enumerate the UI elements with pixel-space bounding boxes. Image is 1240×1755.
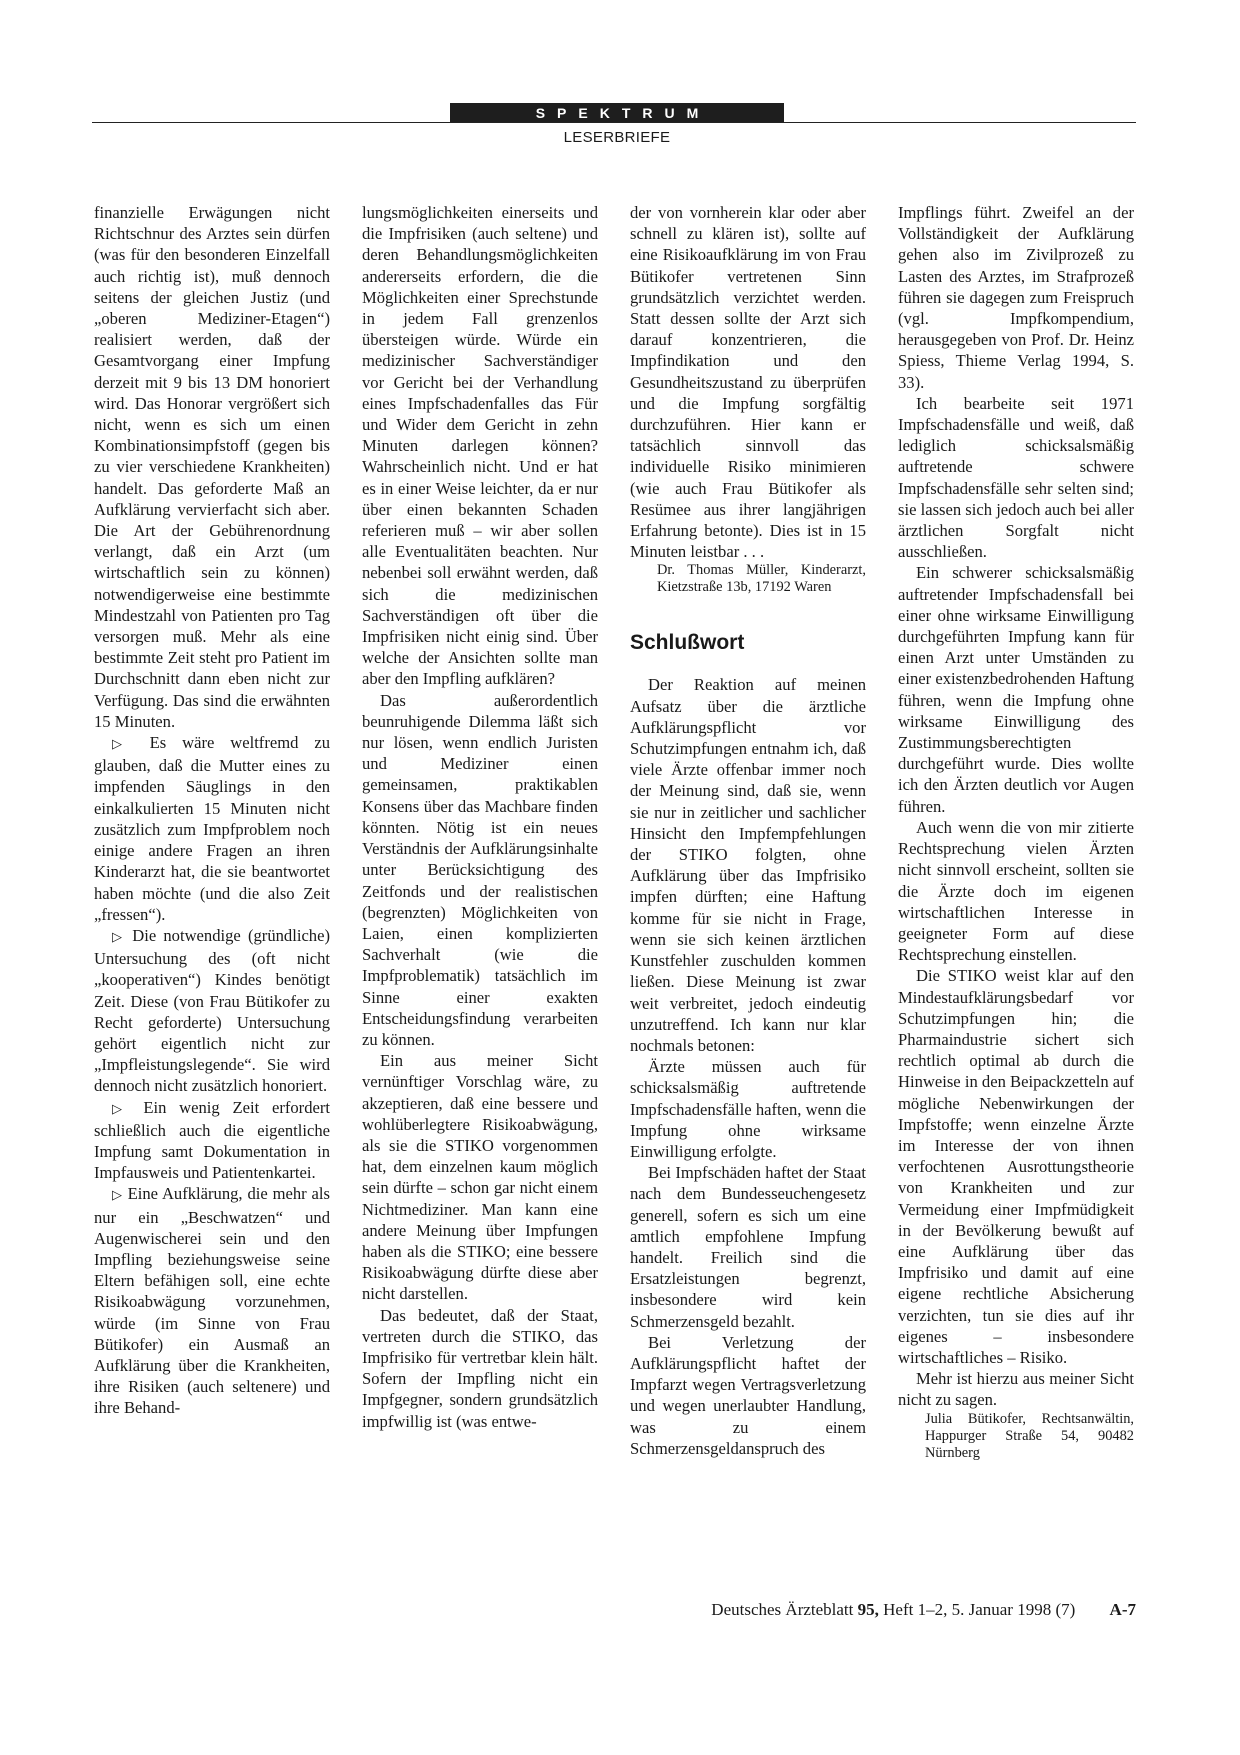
paragraph: Das bedeutet, daß der Staat, vertreten durch die STIKO, das Impfrisiko für vertretbar klein hält. Sofern der Impfling nicht ein Impfgegner, sondern grundsätzlich impfwillig ist (was entwe- (362, 1305, 598, 1431)
paragraph: der von vornherein klar oder aber schnell zu klären ist), sollte auf eine Risikoaufklärung im von Frau Bütikofer vertretenen Sinn grundsätzlich verzichtet werden. Statt dessen sollte der Arzt sich darauf konzentrieren, die Impfindikation und den Gesundheitszustand zu überprüfen und die Impfung sorgfältig durchzuführen. Hier kann er tatsächlich sinnvoll das individuelle Risiko minimieren (wie auch Frau Bütikofer als Resümee aus ihrer langjährigen Erfahrung betonte). Dies ist in 15 Minuten leistbar . . . (630, 203, 866, 562)
paragraph: Impflings führt. Zweifel an der Vollständigkeit der Aufklärung gehen also im Zivilprozeß zu Lasten des Arztes, im Strafprozeß führen sie dagegen zum Freispruch (vgl. Impfkompendium, herausgegeben von Prof. Dr. Heinz Spiess, Thieme Verlag 1994, S. 33). (898, 203, 1134, 392)
text-column-2 (362, 202, 598, 1432)
paragraph: Ärzte müssen auch für schicksalsmäßig auftretende Impfschadensfälle haften, wenn die Impfung ohne wirksame Einwilligung erfolgte. (630, 1057, 866, 1161)
paragraph: Ich bearbeite seit 1971 Impfschadensfälle und weiß, daß lediglich schicksalsmäßig auftretende schwere Impfschadensfälle sehr selten sind; sie lassen sich jedoch auch bei aller ärztlichen Sorgfalt nicht ausschließen. (898, 393, 1134, 562)
bullet-paragraph (94, 925, 330, 1097)
paragraph: Bei Verletzung der Aufklärungspflicht haftet der Impfarzt wegen Vertragsverletzung und wegen unerlaubter Handlung, was zu einem Schmerzensgeldanspruch des (630, 1332, 866, 1458)
paragraph: Der Reaktion auf meinen Aufsatz über die ärztliche Aufklärungspflicht vor Schutzimpfungen entnahm ich, daß viele Ärzte offenbar immer noch der Meinung sind, daß sie, wenn sie nur in zeitlicher und sachlicher Hinsicht den Impfempfehlungen der STIKO folgten, ohne Aufklärung über das Impfrisiko impfen dürften; eine Haftung komme für sie nicht in Frage, wenn sie sich keinen ärztlichen Kunstfehler zuschulden kommen ließen. Diese Meinung ist zwar weit verbreitet, jedoch eindeutig unzutreffend. Ich kann nur klar nochmals betonen: (630, 675, 866, 1055)
paragraph: Ein aus meiner Sicht vernünftiger Vorschlag wäre, zu akzeptieren, daß eine bessere und wohlüberlegtere Risikoabwägung, als sie die STIKO vorgenommen hat, dem einzelnen kaum möglich sein dürfte – schon gar nicht einem Nichtmediziner. Man kann eine andere Meinung über Impfungen haben als die STIKO; eine bessere Risikoabwägung dürfte diese aber nicht darstellen. (362, 1051, 598, 1304)
page-footer (560, 1600, 1136, 1620)
bullet-text: Die notwendige (gründliche) Untersuchung des (oft nicht „kooperativen“) Kindes benötigt Zeit. Diese (von Frau Bütikofer zu Recht geforderte) Untersuchung gehört eigentlich nicht zur „Impfleistungslegende“. Sie wird dennoch nicht zusätzlich honoriert. (94, 925, 330, 1096)
issue-info: Heft 1–2, 5. Januar 1998 (7) (883, 1600, 1076, 1619)
author-signature: Julia Bütikofer, Rechtsanwältin, Happurger Straße 54, 90482 Nürnberg (925, 1410, 1134, 1461)
paragraph: Bei Impfschäden haftet der Staat nach dem Bundesseuchengesetz generell, sofern es sich um eine amtlich empfohlene Impfung handelt. Freilich sind die Ersatzleistungen begrenzt, insbesondere wird kein Schmerzensgeld bezahlt. (630, 1163, 866, 1331)
page-number: A-7 (1109, 1600, 1136, 1619)
paragraph: Mehr ist hierzu aus meiner Sicht nicht zu sagen. (898, 1369, 1134, 1410)
paragraph: Das außerordentlich beunruhigende Dilemma läßt sich nur lösen, wenn endlich Juristen und Mediziner einen gemeinsamen, praktikablen Konsens über das Machbare finden könnten. Nötig ist ein neues Verständnis der Aufklärungsinhalte unter Berücksichtigung des Zeitfonds und der realistischen (begrenzten) Möglichkeiten von Laien, einen komplizierten Sachverhalt (wie die Impfproblematik) tatsächlich im Sinne einer exakten Entscheidungsfindung verarbeiten zu können. (362, 690, 598, 1049)
text-column-4 (898, 202, 1134, 1462)
header-rule (92, 122, 1136, 123)
paragraph: lungsmöglichkeiten einerseits und die Impfrisiken (auch seltene) und deren Behandlungsmöglichkeiten andererseits erfordern, die die Möglichkeiten einer Sprechstunde in jedem Fall grenzenlos übersteigen würde. Würde ein medizinischer Sachverständiger vor Gericht bei der Verhandlung eines Impfschadenfalles das Für und Wider dem Gericht in zehn Minuten darlegen können? Wahrscheinlich nicht. Und er hat es in einer Weise leichter, da er nur über einen bekannten Schaden referieren muß – wir aber sollen alle Eventualitäten beachten. Nur nebenbei soll erwähnt werden, daß sich die medizinischen Sachverständigen oft über die Impfrisiken nicht einig sind. Über welche der Ansichten sollte man aber den Impfling aufklären? (362, 203, 598, 689)
bullet-text: Eine Aufklärung, die mehr als nur ein „Beschwatzen“ und Augenwischerei sein und den Impfling beziehungsweise seine Eltern befähigen soll, eine echte Risikoabwägung vorzunehmen, würde (im Sinne von Frau Bütikofer) ein Ausmaß an Aufklärung über die Krankheiten, ihre Risiken (auch seltenere) und ihre Behand- (94, 1184, 330, 1418)
triangle-bullet-icon: ▷ (112, 1188, 128, 1204)
paragraph: finanzielle Erwägungen nicht Richtschnur des Arztes sein dürfen (was für den besonderen Einzelfall auch richtig ist), muß dennoch seitens der gleichen Justiz (und „oberen Mediziner-Etagen“) realisiert werden, daß der Gesamtvorgang einer Impfung derzeit mit 9 bis 13 DM honoriert wird. Das Honorar vergrößert sich nicht, wenn es sich um einen Kombinationsimpfstoff (gegen bis zu vier verschiedene Krankheiten) handelt. Das geforderte Maß an Aufklärung vervierfacht sich aber. Die Art der Gebührenordnung verlangt, daß ein Arzt (um wirtschaftlich sein zu können) notwendigerweise eine bestimmte Mindestzahl von Patienten pro Tag versorgen muß. Mehr als eine bestimmte Zeit steht pro Patient im Durchschnitt dann eben nicht zur Verfügung. Das sind die erwähnten 15 Minuten. (94, 203, 330, 731)
bullet-paragraph (94, 1097, 330, 1184)
bullet-text: Es wäre weltfremd zu glauben, daß die Mutter eines zu impfenden Säuglings in den einkalkulierten 15 Minuten nicht zusätzlich zum Impfproblem noch einige andere Fragen an ihren Kinderarzt hat, die sie beantwortet haben möchte (und die also Zeit „fressen“). (94, 733, 330, 924)
bullet-paragraph (94, 1183, 330, 1418)
paragraph: Auch wenn die von mir zitierte Rechtsprechung vielen Ärzten nicht sinnvoll erscheint, sollten sie die Ärzte doch im eigenen wirtschaftlichen Interesse in geeigneter Form auf diese Rechtsprechung einstellen. (898, 817, 1134, 965)
bullet-text: Ein wenig Zeit erfordert schließlich auch die eigentliche Impfung samt Dokumentation in Impfausweis und Patientenkartei. (94, 1097, 330, 1183)
author-signature: Dr. Thomas Müller, Kinderarzt, Kietzstraße 13b, 17192 Waren (657, 562, 866, 596)
journal-volume: 95, (857, 1600, 879, 1619)
journal-name: Deutsches Ärzteblatt (711, 1600, 854, 1619)
paragraph: Ein schwerer schicksalsmäßig auftretender Impfschadensfall bei einer ohne wirksame Einwilligung durchgeführten Impfung kann für einen Arzt unter Umständen zu einer existenzbedrohenden Haftung führen, wenn die Impfung ohne wirksame Einwilligung des Zustimmungsberechtigten durchgeführt wurde. Dies wollte ich den Ärzten deutlich vor Augen führen. (898, 563, 1134, 816)
section-banner: SPEKTRUM (450, 103, 784, 123)
section-heading: Schlußwort (630, 631, 745, 655)
bullet-paragraph (94, 732, 330, 925)
triangle-bullet-icon: ▷ (112, 929, 133, 945)
text-column-1 (94, 202, 330, 1419)
text-column-3 (630, 202, 866, 1459)
paragraph: Die STIKO weist klar auf den Mindestaufklärungsbedarf vor Schutzimpfungen hin; die Pharmaindustrie sichert sich rechtlich optimal ab durch die Hinweise in den Beipackzetteln auf mögliche Nebenwirkungen der Impfstoffe; wenn einzelne Ärzte im Interesse der von ihnen verfochtenen Ausrottungstheorie von Krankheiten und zur Vermeidung einer Impfmüdigkeit in der Bevölkerung bewußt auf eine Aufklärung über das Impfrisiko und damit auf eine eigene rechtliche Absicherung verzichten, tun sie dies auf ihr eigenes – insbesondere wirtschaftliches – Risiko. (898, 966, 1134, 1367)
subsection-label: LESERBRIEFE (563, 129, 671, 146)
triangle-bullet-icon: ▷ (112, 737, 150, 753)
triangle-bullet-icon: ▷ (112, 1101, 144, 1117)
